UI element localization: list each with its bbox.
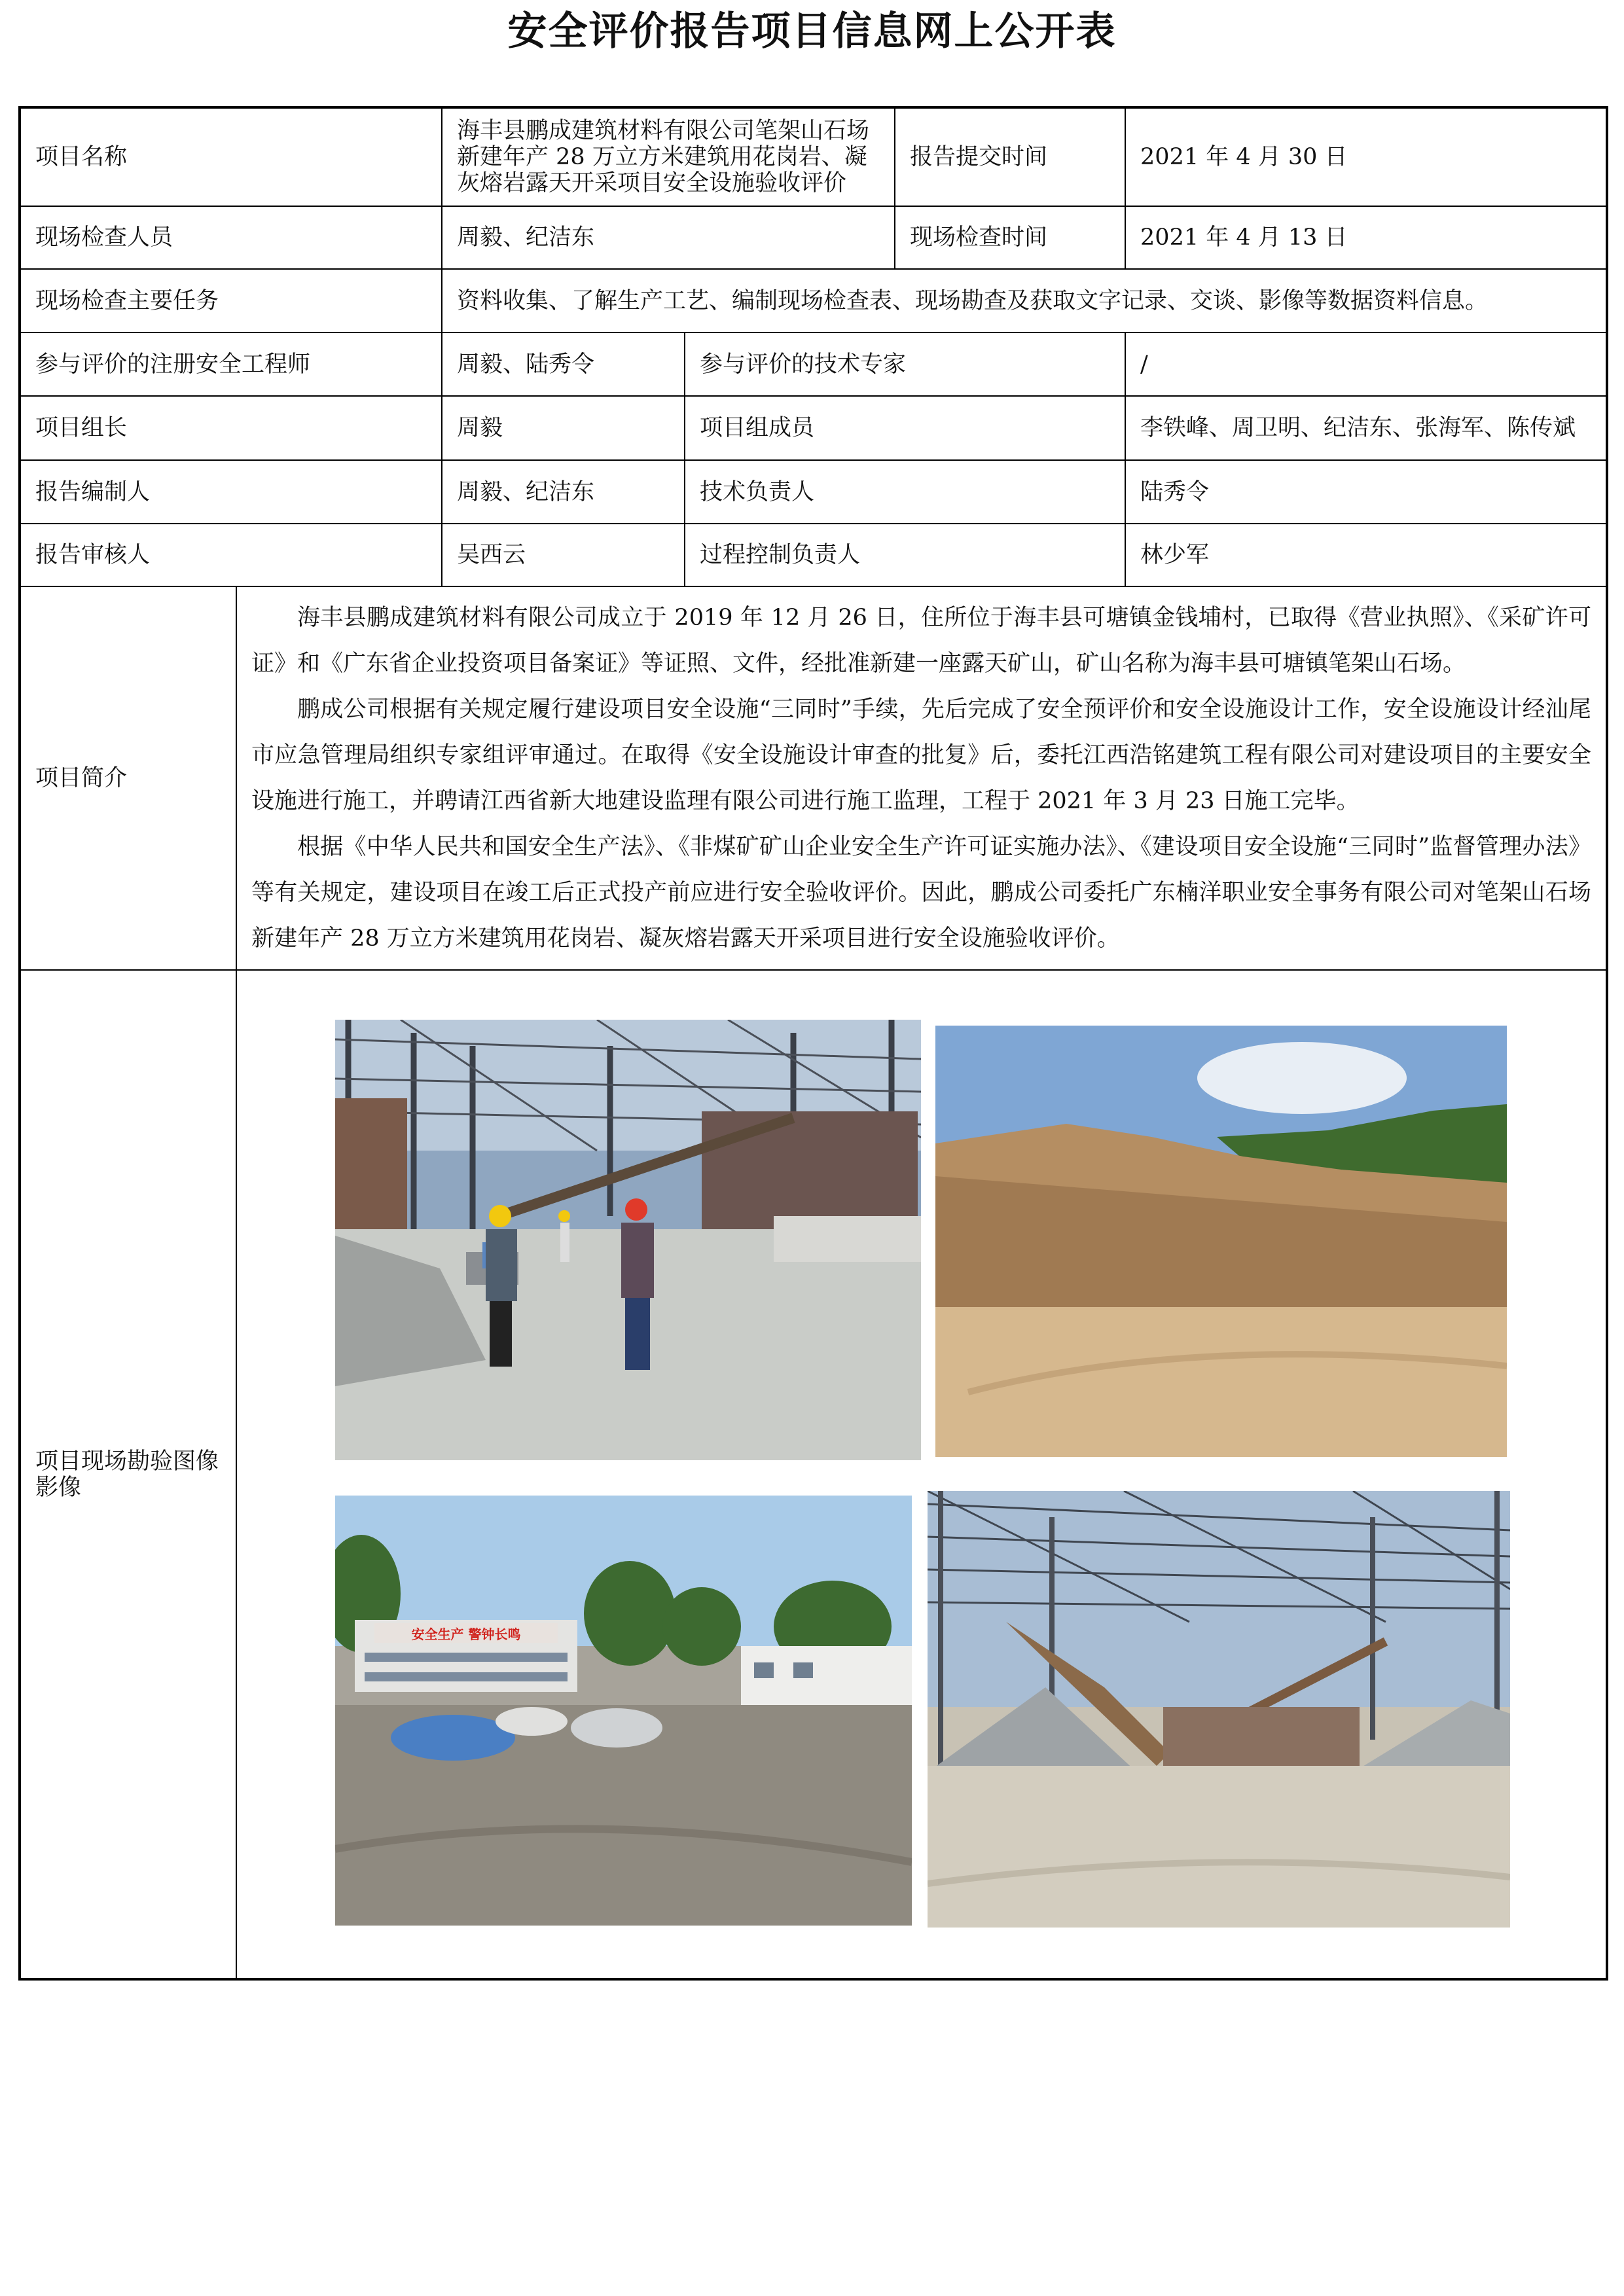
reviewer-label: 报告审核人 — [20, 524, 442, 586]
expert-value: / — [1125, 332, 1607, 396]
intro-label: 项目简介 — [20, 586, 236, 970]
inspection-photo-office-building — [335, 1496, 912, 1926]
inspection-photo-crusher-shed — [928, 1491, 1510, 1928]
inspection-photo-quarry-slope — [935, 1026, 1507, 1457]
photos-cell — [236, 970, 1607, 1979]
engineer-label: 参与评价的注册安全工程师 — [20, 332, 442, 396]
intro-paragraph: 根据《中华人民共和国安全生产法》、《非煤矿矿山企业安全生产许可证实施办法》、《建设项目安全设施“三同时”监督管理办法》等有关规定，建设项目在竣工后正式投产前应进行安全验收评价。因此，鹏成公司委托广东楠洋职业安全事务有限公司对笔架山石场新建年产 28 万立方米建筑用花岗岩、凝灰熔岩露天开采项目进行安全设施验收评价。 — [251, 834, 1592, 952]
members-value: 李铁峰、周卫明、纪洁东、张海军、陈传斌 — [1125, 396, 1607, 460]
inspectors-value: 周毅、纪洁东 — [442, 206, 895, 269]
inspector-figure — [621, 1198, 654, 1370]
expert-label: 参与评价的技术专家 — [685, 332, 1125, 396]
intro-paragraph: 海丰县鹏成建筑材料有限公司成立于 2019 年 12 月 26 日，住所位于海丰县可塘镇金钱埔村，已取得《营业执照》、《采矿许可证》和《广东省企业投资项目备案证》等证照、文件，经批准新建一座露天矿山，矿山名称为海丰县可塘镇笔架山石场。 — [251, 605, 1592, 677]
info-table — [18, 106, 1608, 1981]
tech-lead-value: 陆秀令 — [1125, 460, 1607, 524]
intro-paragraph: 鹏成公司根据有关规定履行建设项目安全设施“三同时”手续，先后完成了安全预评价和安全设施设计工作，安全设施设计经汕尾市应急管理局组织专家组评审通过。在取得《安全设施设计审查的批复》后，委托江西浩铭建筑工程有限公司对建设项目的主要安全设施进行施工，并聘请江西省新大地建设监理有限公司进行施工监理，工程于 2021 年 3 月 23 日施工完毕。 — [251, 696, 1592, 814]
page-title: 安全评价报告项目信息网上公开表 — [507, 9, 1117, 54]
tech-lead-label: 技术负责人 — [685, 460, 1125, 524]
task-value: 资料收集、了解生产工艺、编制现场检查表、现场勘查及获取文字记录、交谈、影像等数据资料信息。 — [442, 269, 1607, 332]
members-label: 项目组成员 — [685, 396, 1125, 460]
leader-value: 周毅 — [442, 396, 685, 460]
banner-sign: 安全生产 警钟长鸣 — [411, 1626, 521, 1642]
inspect-time-label: 现场检查时间 — [895, 206, 1125, 269]
process-control-label: 过程控制负责人 — [685, 524, 1125, 586]
inspectors-label: 现场检查人员 — [20, 206, 442, 269]
inspection-photo-plant — [335, 1020, 921, 1460]
reviewer-value: 吴西云 — [442, 524, 685, 586]
project-name-value: 海丰县鹏成建筑材料有限公司笔架山石场新建年产 28 万立方米建筑用花岗岩、凝灰熔岩露天开采项目安全设施验收评价 — [442, 107, 895, 206]
author-label: 报告编制人 — [20, 460, 442, 524]
submit-time-value: 2021 年 4 月 30 日 — [1125, 107, 1607, 206]
intro-text — [236, 586, 1607, 970]
leader-label: 项目组长 — [20, 396, 442, 460]
engineer-value: 周毅、陆秀令 — [442, 332, 685, 396]
project-name-label: 项目名称 — [20, 107, 442, 206]
author-value: 周毅、纪洁东 — [442, 460, 685, 524]
task-label: 现场检查主要任务 — [20, 269, 442, 332]
submit-time-label: 报告提交时间 — [895, 107, 1125, 206]
photos-label: 项目现场勘验图像影像 — [20, 970, 236, 1979]
inspect-time-value: 2021 年 4 月 13 日 — [1125, 206, 1607, 269]
process-control-value: 林少军 — [1125, 524, 1607, 586]
